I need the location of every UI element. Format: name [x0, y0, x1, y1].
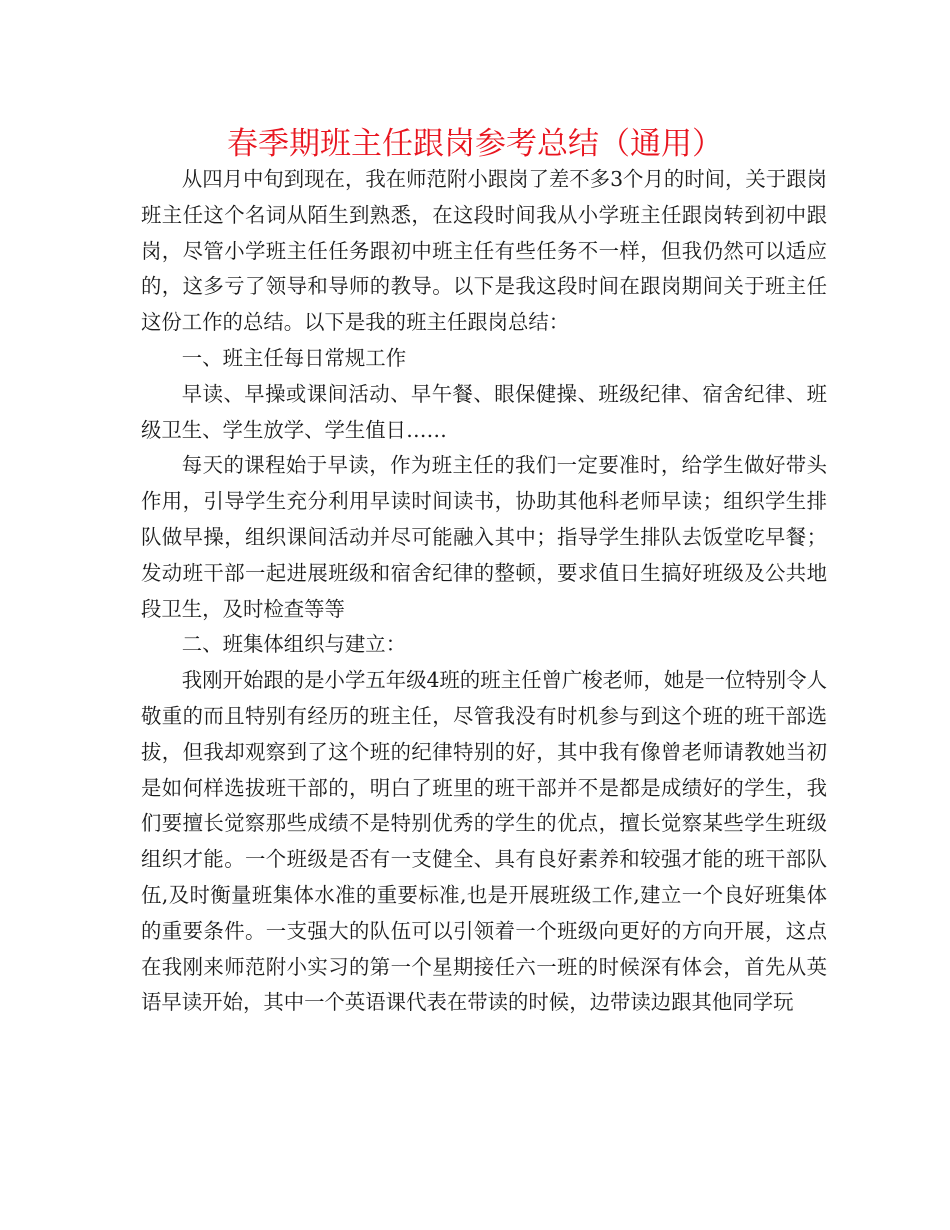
paragraph-daily-details: 每天的课程始于早读，作为班主任的我们一定要准时，给学生做好带头作用，引导学生充分利用早读时间读书，协助其他科老师早读；组织学生排队做早操，组织课间活动并尽可能融入其中；指导学生排队去饭堂吃早餐；发动班干部一起进展班级和宿舍纪律的整顿，要求值日生搞好班级及公共地段卫生，及时检查等等: [141, 453, 827, 621]
paragraph-intro: 从四月中旬到现在，我在师范附小跟岗了差不多3个月的时间，关于跟岗班主任这个名词从陌生到熟悉，在这段时间我从小学班主任跟岗转到初中跟岗，尽管小学班主任任务跟初中班主任有些任务不一样，但我仍然可以适应的，这多亏了领导和导师的教导。以下是我这段时间在跟岗期间关于班主任这份工作的总结。以下是我的班主任跟岗总结：: [141, 167, 827, 335]
paragraph-daily-list: 早读、早操或课间活动、早午餐、眼保健操、班级纪律、宿舍纪律、班级卫生、学生放学、学生值日……: [141, 381, 827, 442]
section-heading-daily-work: 一、班主任每日常规工作: [181, 345, 407, 370]
section-heading-class-organization: 二、班集体组织与建立：: [181, 632, 407, 657]
document-body: [141, 162, 827, 1021]
paragraph-class-organization: 我刚开始跟的是小学五年级4班的班主任曾广梭老师，她是一位特别令人敬重的而且特别有经历的班主任，尽管我没有时机参与到这个班的班干部选拔，但我却观察到了这个班的纪律特别的好，其中我有像曾老师请教她当初是如何样选拔班干部的，明白了班里的班干部并不是都是成绩好的学生，我们要擅长觉察那些成绩不是特别优秀的学生的优点，擅长觉察某些学生班级组织才能。一个班级是否有一支健全、具有良好素养和较强才能的班干部队伍,及时衡量班集体水准的重要标准,也是开展班级工作,建立一个良好班集体的重要条件。一支强大的队伍可以引领着一个班级向更好的方向开展，这点在我刚来师范附小实习的第一个星期接任六一班的时候深有体会，首先从英语早读开始，其中一个英语课代表在带读的时候，边带读边跟其他同学玩: [141, 668, 827, 1015]
document-title: 春季期班主任跟岗参考总结（通用）: [227, 126, 723, 162]
